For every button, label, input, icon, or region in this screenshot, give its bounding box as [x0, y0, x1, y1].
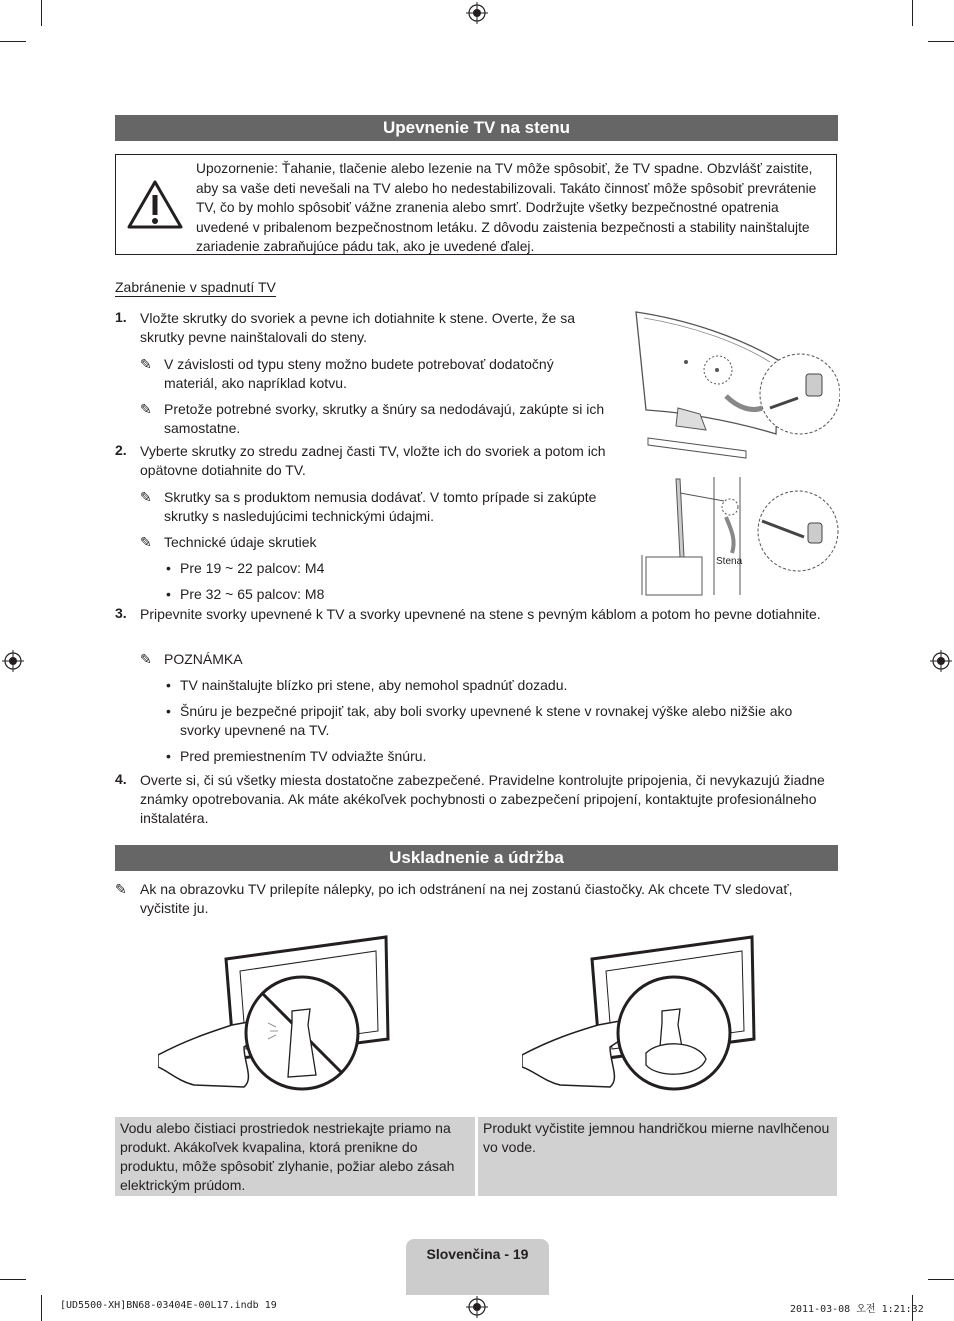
print-timestamp: 2011-03-08 오전 1:21:32 — [790, 1304, 924, 1315]
registration-mark-icon — [2, 650, 24, 672]
step-text: Pripevnite svorky upevnené k TV a svorky upevnené na stene s pevným káblom a potom ho pevne dotiahnite. — [140, 606, 821, 622]
warning-body: : Ťahanie, tlačenie alebo lezenie na TV môže spôsobiť, že TV spadne. Obzvlášť zaistite, aby sa vaše deti nevešali na TV alebo ho nedestabilizovali. Takáto činnosť môže spôsobiť prevrátenie TV, čo by mohlo spôsobiť vážne zranenia alebo smrť. Dodržujte všetky bezpečnostné opatrenia uvedené v pribalenom bezpečnostnom letáku. Z dôvodu zaistenia bezpečnosti a stability nainštalujte zariadenie zabraňujúce pádu tak, ako je uvedené ďalej. — [196, 161, 817, 254]
step-number: 3. — [115, 605, 127, 621]
note — [140, 650, 160, 669]
bullet-dot: • — [166, 677, 171, 693]
note-text: Skrutky sa s produktom nemusia dodávať. V tomto prípade si zakúpte skrutky s nasledujúcimi technickými údajmi. — [164, 489, 597, 524]
note-pencil-icon: ✎ — [140, 651, 152, 667]
note-bullet: Šnúru je bezpečné pripojiť tak, aby boli svorky upevnené k stene v rovnakej výške alebo nižšie ako svorky upevnené na TV. — [180, 703, 793, 738]
note-text: V závislosti od typu steny možno budete potrebovať dodatočný materiál, ako napríklad kotvu. — [164, 356, 554, 391]
step-text: Overte si, či sú všetky miesta dostatočne zabezpečené. Pravidelne kontrolujte pripojenia, či nevykazujú žiadne známky opotrebovania. Ak máte akékoľvek pochybnosti o zabezpečení pripojení, kontaktujte profesionálneho inštalatéra. — [140, 772, 825, 826]
note-bullet: TV nainštalujte blízko pri stene, aby nemohol spadnúť dozadu. — [180, 677, 568, 693]
crop-mark — [928, 1279, 954, 1280]
cloth-cleaning-illustration — [522, 935, 756, 1095]
crop-mark — [0, 1279, 26, 1280]
wall-label: Stena — [716, 556, 743, 567]
note-label: POZNÁMKA — [164, 651, 243, 667]
step-number: 1. — [115, 309, 127, 325]
note — [140, 488, 160, 507]
note-pencil-icon: ✎ — [140, 356, 152, 372]
registration-mark-icon — [930, 650, 952, 672]
note-text: Technické údaje skrutiek — [164, 534, 317, 550]
crop-mark — [912, 0, 913, 26]
step-number: 2. — [115, 442, 127, 458]
bullet-dot: • — [166, 703, 171, 719]
step-number: 4. — [115, 771, 127, 787]
subheading-prevent-fall: Zabránenie v spadnutí TV — [115, 279, 276, 295]
spec-item: Pre 19 ~ 22 palcov: M4 — [180, 560, 325, 576]
spec-item: Pre 32 ~ 65 palcov: M8 — [180, 586, 325, 602]
caption-soft-cloth: Produkt vyčistite jemnou handričkou mierne navlhčenou vo vode. — [478, 1117, 837, 1196]
note-bullet: Pred premiestnením TV odviažte šnúru. — [180, 748, 427, 764]
crop-mark — [0, 41, 26, 42]
warning-box — [115, 154, 837, 255]
spray-prohibited-illustration — [158, 935, 390, 1095]
note — [140, 533, 160, 552]
bullet-dot: • — [166, 748, 171, 764]
registration-mark-icon — [466, 2, 488, 24]
step-text: Vyberte skrutky zo stredu zadnej časti TV, vložte ich do svoriek a potom ich opätovne dotiahnite do TV. — [140, 443, 606, 478]
note-text: Pretože potrebné svorky, skrutky a šnúry sa nedodávajú, zakúpte si ich samostatne. — [164, 401, 605, 436]
page-number-tab: Slovenčina - 19 — [406, 1239, 549, 1295]
bullet-dot: • — [166, 586, 171, 602]
warning-text — [196, 159, 832, 257]
crop-mark — [41, 1295, 42, 1321]
section-title-storage: Uskladnenie a údržba — [115, 845, 838, 871]
crop-mark — [928, 41, 954, 42]
section-title-wall-mount: Upevnenie TV na stenu — [115, 115, 838, 141]
tv-side-wall-illustration — [640, 475, 840, 597]
file-info: [UD5500-XH]BN68-03404E-00L17.indb 19 — [60, 1300, 277, 1311]
caption-no-spray: Vodu alebo čistiaci prostriedok nestriekajte priamo na produkt. Akákoľvek kvapalina, ktorá prenikne do produktu, môže spôsobiť zlyhanie, požiar alebo zásah elektrickým prúdom. — [115, 1117, 475, 1196]
note-pencil-icon: ✎ — [140, 489, 152, 505]
storage-note: Ak na obrazovku TV prilepíte nálepky, po ich odstránení na nej zostanú čiastočky. Ak chcete TV sledovať, vyčistite ju. — [140, 881, 793, 916]
note — [140, 400, 160, 419]
step-text: Vložte skrutky do svoriek a pevne ich dotiahnite k stene. Overte, že sa skrutky pevne nainštalovali do steny. — [140, 310, 575, 345]
note — [115, 880, 135, 899]
note-pencil-icon: ✎ — [115, 881, 127, 897]
bullet-dot: • — [166, 560, 171, 576]
note-pencil-icon: ✎ — [140, 534, 152, 550]
warning-label: Upozornenie — [196, 161, 275, 176]
crop-mark — [41, 0, 42, 26]
warning-triangle-icon — [126, 179, 184, 231]
note-pencil-icon: ✎ — [140, 401, 152, 417]
registration-mark-icon — [466, 1296, 488, 1318]
tv-wall-clamp-illustration — [630, 308, 840, 468]
